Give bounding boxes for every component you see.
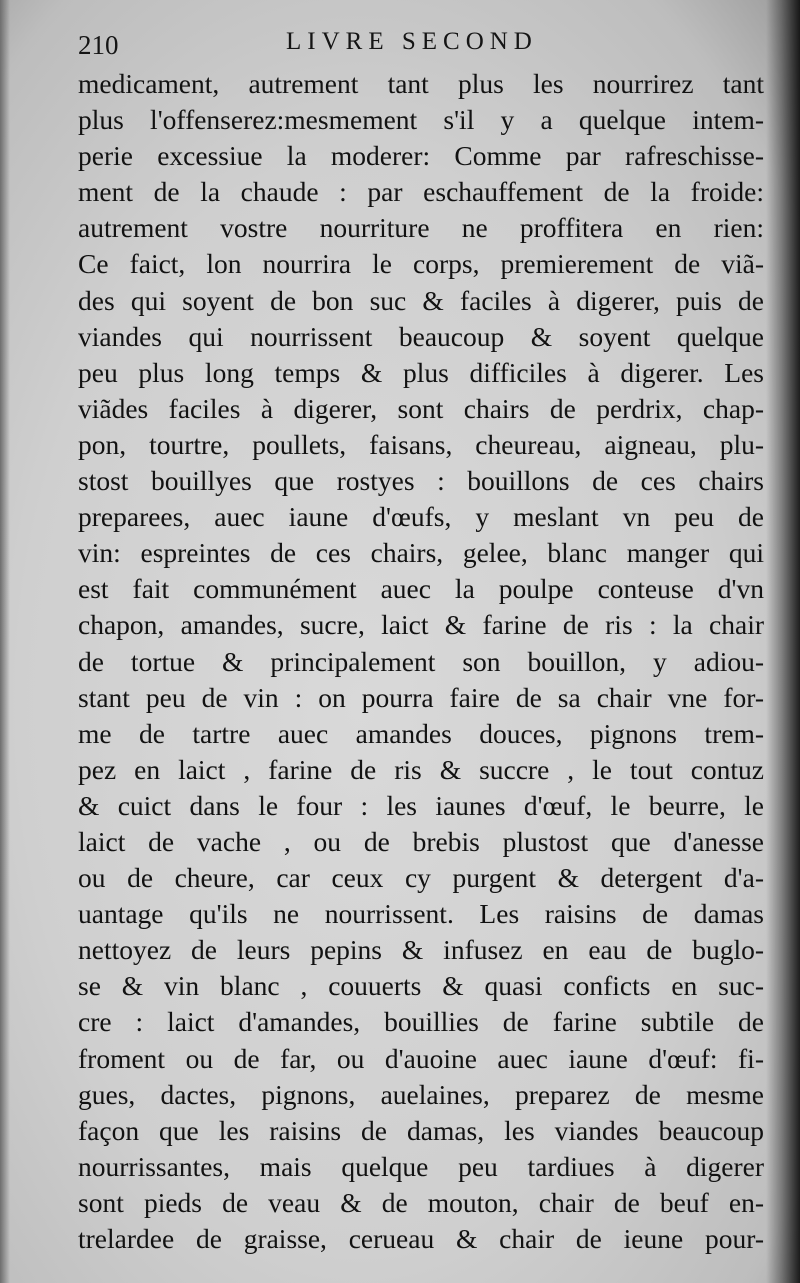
text-line: nettoyez de leurs pepins & infusez en eau de buglo-: [78, 934, 764, 966]
text-line: plus l'offenserez:mesmement s'il y a quelque intem-: [78, 104, 764, 136]
text-line: est fait communément auec la poulpe conteuse d'vn: [78, 573, 764, 605]
text-line: peu plus long temps & plus difficiles à digerer. Les: [78, 356, 764, 388]
text-line: gues, dactes, pignons, auelaines, preparez de mesme: [78, 1078, 764, 1110]
text-line: de tortue & principalement son bouillon, y adiou-: [78, 645, 764, 677]
text-line: chapon, amandes, sucre, laict & farine de ris : la chair: [78, 609, 764, 641]
text-line: pon, tourtre, poullets, faisans, cheureau, aigneau, plu-: [78, 428, 764, 460]
text-line: pez en laict , farine de ris & succre , le tout contuz: [78, 753, 764, 785]
text-line: des qui soyent de bon suc & faciles à digerer, puis de: [78, 284, 764, 316]
text-line: viãdes faciles à digerer, sont chairs de perdrix, chap-: [78, 392, 764, 424]
text-line: trelardee de graisse, cerueau & chair de ieune pour-: [78, 1223, 764, 1254]
text-line: me de tartre auec amandes douces, pignons trem-: [78, 717, 764, 749]
body-text: [78, 66, 768, 1257]
text-line: & cuict dans le four : les iaunes d'œuf, le beurre, le: [78, 789, 764, 821]
text-line: stant peu de vin : on pourra faire de sa chair vne for-: [78, 681, 764, 713]
text-line: autrement vostre nourriture ne proffitera en rien:: [78, 212, 764, 244]
page-header: [78, 28, 768, 64]
text-line: froment ou de far, ou d'auoine auec iaune d'œuf: fi-: [78, 1042, 764, 1074]
text-line: ment de la chaude : par eschauffement de la froide:: [78, 176, 764, 208]
text-line: laict de vache , ou de brebis plustost que d'anesse: [78, 825, 764, 857]
text-line: preparees, auec iaune d'œufs, y meslant vn peu de: [78, 501, 764, 533]
text-line: nourrissantes, mais quelque peu tardiues à digerer: [78, 1150, 764, 1182]
text-line: perie excessiue la moderer: Comme par rafreschisse-: [78, 140, 764, 172]
page-number: 210: [78, 30, 119, 60]
text-line: façon que les raisins de damas, les viandes beaucoup: [78, 1114, 764, 1146]
text-line: viandes qui nourrissent beaucoup & soyent quelque: [78, 320, 764, 352]
text-line: stost bouillyes que rostyes : bouillons de ces chairs: [78, 465, 764, 497]
binding-shadow: [766, 0, 800, 1283]
text-line: cre : laict d'amandes, bouillies de farine subtile de: [78, 1006, 764, 1038]
text-line: Ce faict, lon nourrira le corps, premierement de viã-: [78, 248, 764, 280]
text-line: vin: espreintes de ces chairs, gelee, blanc manger qui: [78, 537, 764, 569]
running-head: LIVRE SECOND: [286, 28, 538, 55]
text-line: ou de cheure, car ceux cy purgent & detergent d'a-: [78, 862, 764, 894]
page-left-edge: [0, 0, 10, 1283]
text-line: se & vin blanc , couuerts & quasi conficts en suc-: [78, 970, 764, 1002]
text-line: uantage qu'ils ne nourrissent. Les raisins de damas: [78, 898, 764, 930]
text-line: medicament, autrement tant plus les nourrirez tant: [78, 68, 764, 99]
text-line: sont pieds de veau & de mouton, chair de beuf en-: [78, 1186, 764, 1218]
